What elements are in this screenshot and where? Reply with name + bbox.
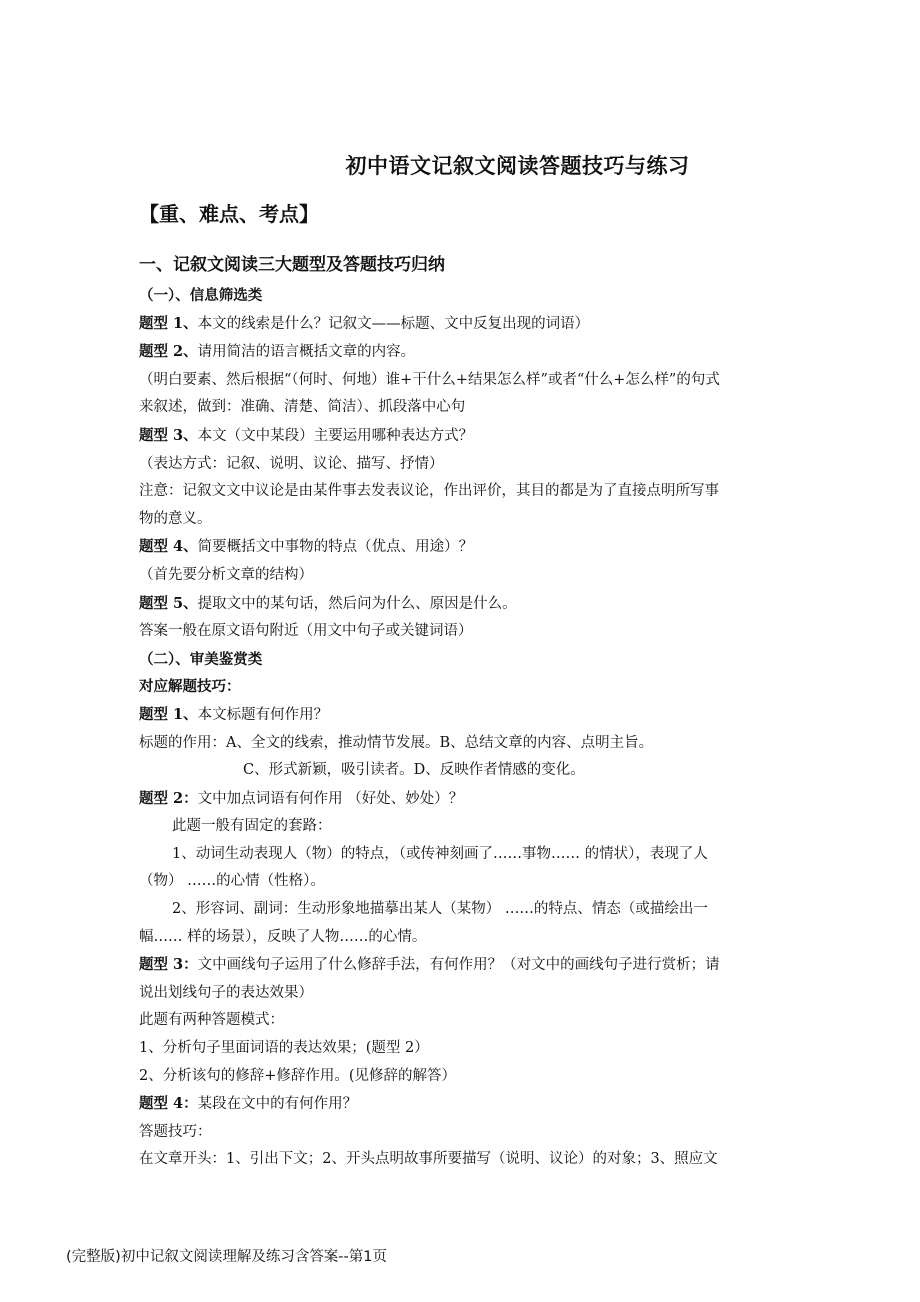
question-text: 文中加点词语有何作用 （好处、妙处）？ xyxy=(197,790,464,807)
question-text: 文中画线句子运用了什么修辞手法，有何作用？（对文中的画线句子进行赏析；请 xyxy=(197,957,720,974)
question-text: 请用简洁的语言概括文章的内容。 xyxy=(197,344,416,361)
question-text: 提取文中的某句话，然后问为什么、原因是什么。 xyxy=(197,595,517,612)
document-title: 初中语文记叙文阅读答题技巧与练习 xyxy=(345,153,690,178)
question-label: 题型 1、 xyxy=(139,705,198,723)
paragraph-line: C、形式新颖，吸引读者。D、反映作者情感的变化。 xyxy=(243,762,585,779)
category-heading-2: （二）、审美鉴赏类 xyxy=(139,650,263,668)
technique-3 xyxy=(139,951,789,980)
paragraph-line: 物的意义。 xyxy=(139,510,212,527)
question-label: 题型 4、 xyxy=(139,538,198,556)
paragraph-line: 此题有两种答题模式： xyxy=(139,1012,284,1029)
paragraph-line: 标题的作用：A、全文的线索，推动情节发展。B、总结文章的内容、点明主旨。 xyxy=(139,734,654,751)
question-text: 简要概括文中事物的特点（优点、用途）？ xyxy=(197,539,474,556)
technique-4 xyxy=(139,1090,789,1119)
category-heading-1: （一）、信息筛选类 xyxy=(139,287,263,304)
paragraph-line: 2、分析该句的修辞+修辞作用。(见修辞的解答） xyxy=(139,1067,457,1084)
paragraph-line: 2、形容词、副词：生动形象地描摹出某人（某物） ……的特点、情态（或描绘出一 xyxy=(172,901,708,918)
question-label: 题型 3： xyxy=(139,956,198,974)
techniques-heading: 对应解题技巧： xyxy=(139,678,241,696)
question-text: 某段在文中的有何作用？ xyxy=(197,1096,358,1113)
paragraph-line: 此题一般有固定的套路： xyxy=(172,818,332,835)
technique-1 xyxy=(139,701,789,730)
paragraph-line: （明白要素、然后根据“（何时、何地）谁+干什么+结果怎么样”或者“什么+怎么样”的句式 xyxy=(139,371,720,388)
paragraph-line: 在文章开头：1、引出下文；2、开头点明故事所要描写（说明、议论）的对象；3、照应文 xyxy=(139,1151,718,1168)
question-label: 题型 2、 xyxy=(139,343,198,361)
paragraph-line: 1、动词生动表现人（物）的特点，（或传神刻画了……事物…… 的情状），表现了人 xyxy=(172,845,708,862)
question-2 xyxy=(139,338,789,367)
question-label: 题型 3、 xyxy=(139,426,198,444)
paragraph-line: 说出划线句子的表达效果） xyxy=(139,984,313,1001)
paragraph-line: （表达方式：记叙、说明、议论、描写、抒情） xyxy=(139,455,444,472)
question-label: 题型 4： xyxy=(139,1095,198,1113)
question-label: 题型 2： xyxy=(139,789,198,807)
question-text: 本文标题有何作用？ xyxy=(197,706,329,723)
question-3 xyxy=(139,422,789,451)
paragraph-line: 答案一般在原文语句附近（用文中句子或关键词语） xyxy=(139,623,473,640)
paragraph-line: 幅…… 样的场景），反映了人物……的心情。 xyxy=(139,928,427,945)
document-body xyxy=(139,198,789,1174)
paragraph-line: 注意：记叙文文中议论是由某件事去发表议论，作出评价，其目的都是为了直接点明所写事 xyxy=(139,483,719,500)
section-heading: 【重、难点、考点】 xyxy=(139,202,319,226)
question-4 xyxy=(139,533,789,562)
paragraph-line: 1、分析句子里面词语的表达效果；(题型 2） xyxy=(139,1040,429,1057)
paragraph-line: （首先要分析文章的结构） xyxy=(139,566,313,583)
technique-2 xyxy=(139,785,789,814)
paragraph-line: 答题技巧： xyxy=(139,1123,212,1140)
paragraph-line: （物） ……的心情（性格）。 xyxy=(139,873,325,890)
question-label: 题型 5、 xyxy=(139,594,198,612)
part-heading: 一、记叙文阅读三大题型及答题技巧归纳 xyxy=(139,255,445,275)
paragraph-line: 来叙述，做到：准确、清楚、简洁）、抓段落中心句 xyxy=(139,399,466,416)
page-footer: (完整版)初中记叙文阅读理解及练习含答案--第1页 xyxy=(66,1249,388,1265)
question-1 xyxy=(139,310,789,339)
question-text: 本文（文中某段）主要运用哪种表达方式？ xyxy=(197,427,474,444)
question-text: 本文的线索是什么？记叙文——标题、文中反复出现的词语） xyxy=(197,315,590,332)
question-5 xyxy=(139,590,789,619)
question-label: 题型 1、 xyxy=(139,314,198,332)
